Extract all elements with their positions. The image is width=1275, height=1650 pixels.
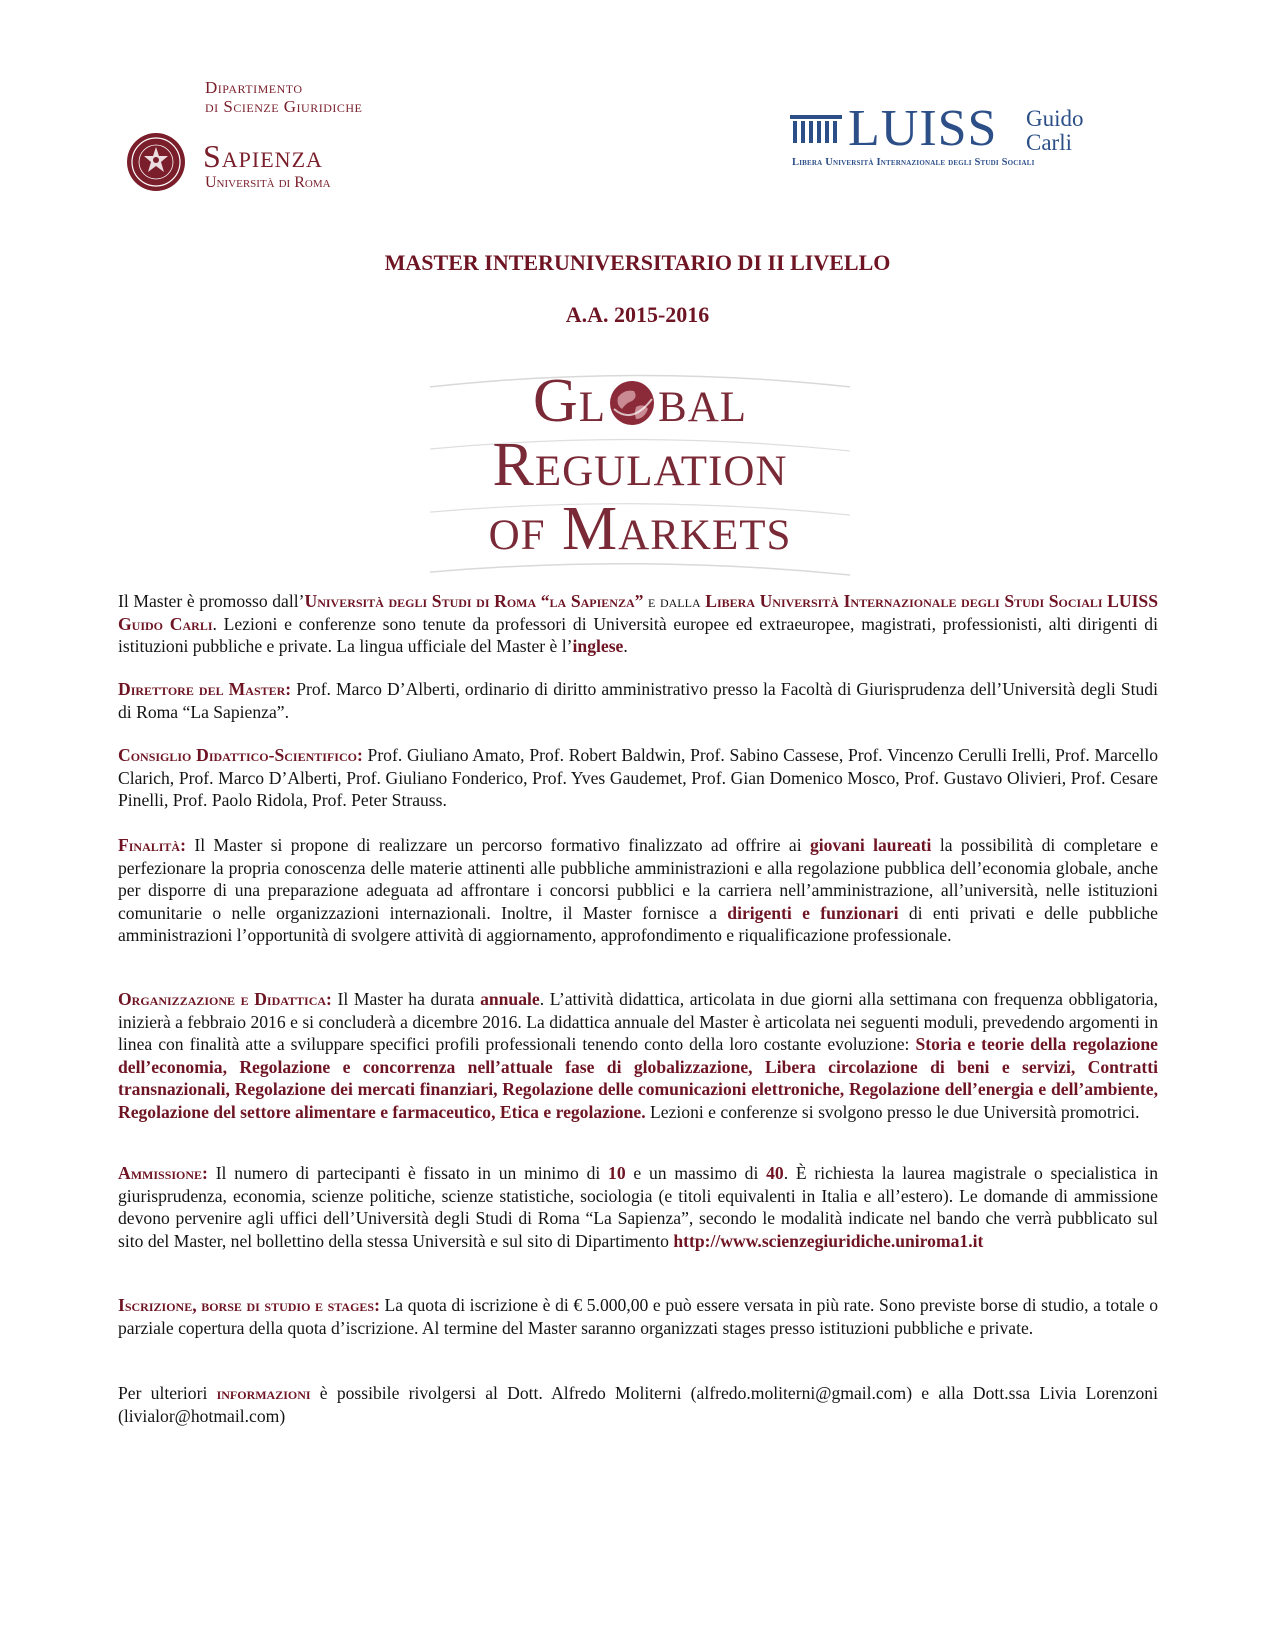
consiglio-section [118,744,1158,812]
finalita-dirigenti: dirigenti e funzionari [727,902,899,923]
intro-text-2: e dalla [643,591,706,611]
direttore-section [118,678,1158,723]
luiss-logo [790,100,1090,175]
finalita-giovani: giovani laureati [809,835,932,855]
finalita-label: Finalità: [118,835,186,855]
finalita-text-3: di enti privati e delle pubbliche amministrazioni l’opportunità di svolgere attività di aggiornamento, approfondimento e riqualificazione professionale. [118,902,1158,945]
intro-text-1: Il Master è promosso dall’ [118,591,305,611]
luiss-subtitle: Libera Università Internazionale degli Studi Sociali [792,157,1035,168]
intro-sapienza: Università degli Studi di Roma “la Sapienza” [304,591,644,611]
program-logo-gl: Gl [532,367,607,435]
organizzazione-text-2: . L’attività didattica, articolata in due giorni alla settimana con frequenza obbligatoria, inizierà a febbraio 2016 e si concluderà a dicembre 2016. La didattica annuale del Master è articolata nei seguenti moduli, prevedendo argomenti in linea con finalità atte a sviluppare specifici profili professionali tenendo conto della loro costante evoluzione: [118,989,1158,1054]
direttore-text: Prof. Marco D’Alberti, ordinario di diritto amministrativo presso la Facoltà di Giurisprudenza dell’Università degli Studi di Roma “La Sapienza”. [118,679,1158,722]
luiss-name: LUISS [848,100,998,157]
program-logo [430,368,850,588]
sapienza-dept-line2: di Scienze Giuridiche [205,97,363,116]
informazioni-text-2: è possibile rivolgersi al Dott. Alfredo Moliterni (alfredo.moliterni@gmail.com) e alla Dott.ssa Livia Lorenzoni (livialor@hotmail.com) [118,1383,1158,1426]
consiglio-label: Consiglio Didattico-Scientifico: [118,745,363,765]
ammissione-max: 40 [766,1163,784,1183]
program-logo-line2: Regulation [492,431,788,499]
iscrizione-text: La quota di iscrizione è di € 5.000,00 e può essere versata in più rate. Sono previste borse di studio, a totale o parziale copertura della quota d’iscrizione. Al termine del Master saranno organizzati stages presso istituzioni pubbliche e private. [118,1295,1158,1338]
sapienza-seal-icon [126,132,186,192]
organizzazione-durata: annuale [480,989,540,1009]
program-logo-bal: bal [658,367,748,435]
finalita-section [118,834,1158,947]
intro-text-4: . [623,636,628,656]
ammissione-section [118,1162,1158,1252]
page-title: MASTER INTERUNIVERSITARIO DI II LIVELLO [384,250,891,275]
sapienza-university: Università di Roma [205,174,331,191]
informazioni-label: informazioni [216,1383,311,1403]
direttore-label: Direttore del Master: [118,679,292,699]
dipartimento-link[interactable]: http://www.scienzegiuridiche.uniroma1.it [673,1230,984,1251]
organizzazione-text-3: Lezioni e conferenze si svolgono presso le due Università promotrici. [645,1101,1140,1122]
ammissione-label: Ammissione: [118,1163,208,1183]
organizzazione-section [118,988,1158,1123]
sapienza-department [205,78,362,116]
consiglio-text: Prof. Giuliano Amato, Prof. Robert Baldwin, Prof. Sabino Cassese, Prof. Vincenzo Cerulli Irelli, Prof. Marcello Clarich, Prof. Marco D’Alberti, Prof. Giuliano Fonderico, Prof. Yves Gaudemet, Prof. Gian Domenico Mosco, Prof. Gustavo Olivieri, Prof. Cesare Pinelli, Prof. Paolo Ridola, Prof. Peter Strauss. [118,745,1159,810]
ammissione-text-3: . È richiesta la laurea magistrale o specialistica in giurisprudenza, economia, scienze politiche, scienze statistiche, sociologia (e titoli equivalenti in Italia e all’estero). Le domande di ammissione devono pervenire agli uffici dell’Università degli Studi di Roma “La Sapienza”, secondo le modalità indicate nel bando che verrà pubblicato sul sito del Master, nel bollettino della stessa Università e sul sito di Dipartimento [118,1163,1158,1251]
program-logo-line1 [430,367,850,435]
intro-luiss: Libera Università Internazionale degli Studi Sociali LUISS Guido Carli [118,591,1158,634]
program-logo-line3: of Markets [488,495,792,563]
intro-paragraph [118,590,1158,658]
iscrizione-label: Iscrizione, borse di studio e stages: [118,1295,380,1315]
luiss-carli: Carli [1026,130,1072,155]
informazioni-section [118,1382,1158,1427]
iscrizione-section [118,1294,1158,1339]
finalita-text-1: Il Master si propone di realizzare un percorso formativo finalizzato ad offrire ai [185,835,810,855]
intro-text-3: . Lezioni e conferenze sono tenute da professori di Università europee ed extraeuropee, magistrati, professionisti, alti dirigenti di istituzioni pubbliche e private. La lingua ufficiale del Master è l’ [118,613,1158,656]
informazioni-text-1: Per ulteriori [118,1383,217,1403]
finalita-text-2: la possibilità di completare e perfezionare la propria conoscenza delle materie attinenti alle pubbliche amministrazioni e alla regolazione pubblica dell’economia globale, anche per disporre di una preparazione adeguata ad affrontare i concorsi pubblici e la carriera nell’amministrazione, all’università, nelle istituzioni comunitarie o nelle organizzazioni internazionali. Inoltre, il Master fornisce a [118,835,1159,923]
organizzazione-text-1: Il Master ha durata [331,989,481,1009]
organizzazione-label: Organizzazione e Didattica: [118,989,332,1009]
sapienza-name: Sapienza [203,138,323,174]
luiss-guido: Guido [1026,106,1084,131]
ammissione-min: 10 [608,1163,626,1183]
ammissione-text-1: Il numero di partecipanti è fissato in un minimo di [207,1163,609,1183]
globe-icon [608,379,656,427]
organizzazione-moduli: Storia e teorie della regolazione dell’economia, Regolazione e concorrenza nell’attuale fase di globalizzazione, Libera circolazione di beni e servizi, Contratti transnazionali, Regolazione dei mercati finanziari, Regolazione delle comunicazioni elettroniche, Regolazione dell’energia e dell’ambiente, Regolazione del settore alimentare e farmaceutico, Etica e regolazione. [118,1034,1158,1122]
sapienza-dept-line1: Dipartimento [205,78,303,97]
ammissione-text-2: e un massimo di [625,1163,767,1183]
luiss-columns-icon [790,115,842,147]
intro-language: inglese [572,636,624,656]
academic-year: A.A. 2015-2016 [565,302,710,327]
